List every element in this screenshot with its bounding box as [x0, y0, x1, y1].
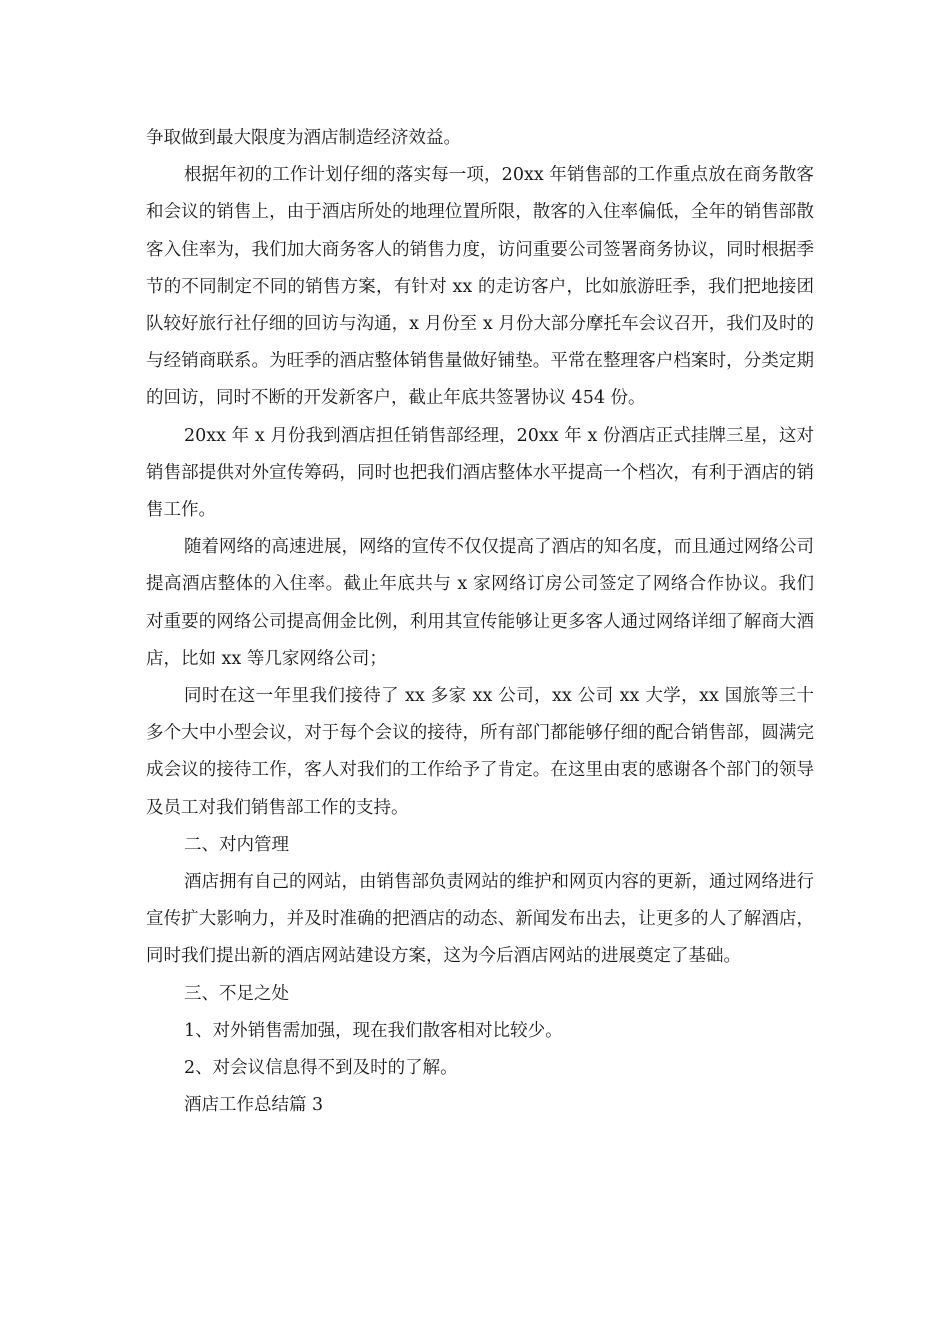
paragraph: 20xx 年 x 月份我到酒店担任销售部经理，20xx 年 x 份酒店正式挂牌三星，这对销售部提供对外宣传筹码，同时也把我们酒店整体水平提高一个档次，有利于酒店的销售工作。 [146, 425, 814, 521]
list-item: 1、对外销售需加强，现在我们散客相对比较少。 [184, 1020, 563, 1041]
paragraph: 争取做到最大限度为酒店制造经济效益。 [146, 128, 461, 148]
paragraph: 根据年初的工作计划仔细的落实每一项，20xx 年销售部的工作重点放在商务散客和会议的销售上，由于酒店所处的地理位置所限，散客的入住率偏低，全年的销售部散客入住率为，我们加大商务客人的销售力度，访问重要公司签署商务协议，同时根据季节的不同制定不同的销售方案，有针对 xx 的走访客户，比如旅游旺季，我们把地接团队较好旅行社仔细的回访与沟通，x 月份至 x 月份大部分摩托车会议召开，我们及时的与经销商联系。为旺季的酒店整体销售量做好铺垫。平常在整理客户档案时，分类定期的回访，同时不断的开发新客户，截止年底共签署协议 454 份。 [146, 165, 814, 409]
paragraph: 随着网络的高速进展，网络的宣传不仅仅提高了酒店的知名度，而且通过网络公司提高酒店整体的入住率。截止年底共与 x 家网络订房公司签定了网络合作协议。我们对重要的网络公司提高佣金比例，利用其宣传能够让更多客人通过网络详细了解商大酒店，比如 xx 等几家网络公司； [146, 537, 814, 669]
paragraph: 同时在这一年里我们接待了 xx 多家 xx 公司，xx 公司 xx 大学，xx 国旅等三十多个大中小型会议，对于每个会议的接待，所有部门都能够仔细的配合销售部，圆满完成会议的接待工作，客人对我们的工作给予了肯定。在这里由衷的感谢各个部门的领导及员工对我们销售部工作的支持。 [146, 686, 814, 818]
document-body [146, 120, 814, 1124]
section-heading: 二、对内管理 [184, 834, 289, 855]
section-title: 酒店工作总结篇 3 [184, 1095, 324, 1116]
section-heading: 三、不足之处 [184, 983, 289, 1004]
list-item: 2、对会议信息得不到及时的了解。 [184, 1058, 458, 1079]
paragraph: 酒店拥有自己的网站，由销售部负责网站的维护和网页内容的更新，通过网络进行宣传扩大影响力，并及时准确的把酒店的动态、新闻发布出去，让更多的人了解酒店，同时我们提出新的酒店网站建设方案，这为今后酒店网站的进展奠定了基础。 [146, 872, 814, 967]
